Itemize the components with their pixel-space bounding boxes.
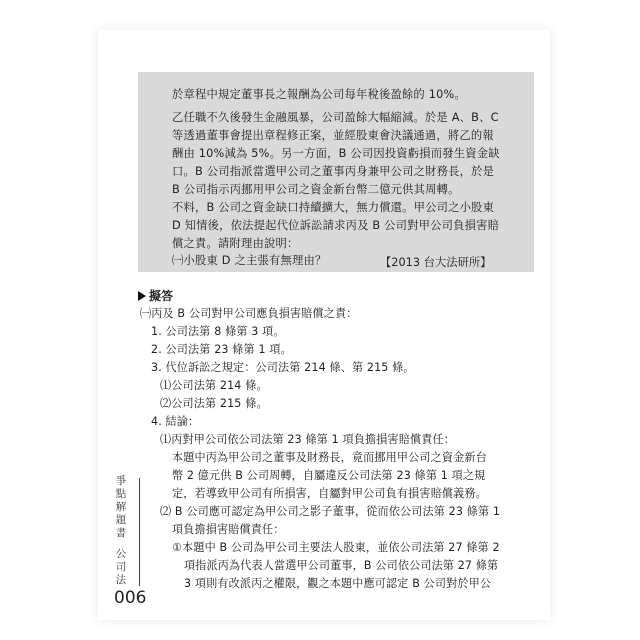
answer-line: ①本題中 B 公司為甲公司主要法人股東，並依公司法第 27 條第 2 — [172, 541, 500, 554]
sidebar-divider — [139, 478, 140, 586]
triangle-bullet-icon — [138, 291, 146, 301]
page-number: 006 — [114, 588, 147, 608]
answer-line: 本題中丙為甲公司之董事及財務長，竟而挪用甲公司之資金新台 — [172, 451, 487, 464]
sidebar-char: 司 — [115, 561, 127, 573]
question-line: B 公司指示丙挪用甲公司之資金新台幣二億元供其周轉。 — [172, 183, 460, 196]
answer-line: 3 項則有改派丙之權限，觀之本題中應可認定 B 公司對於甲公 — [184, 577, 492, 590]
question-line: 口。B 公司指派當選甲公司之董事丙身兼甲公司之財務長，於是 — [172, 165, 495, 178]
question-line: 乙任職不久後發生金融風暴，公司盈餘大幅縮減。於是 A、B、C — [172, 111, 499, 124]
question-line: D 知情後，依法提起代位訴訟請求丙及 B 公司對甲公司負損害賠 — [172, 219, 500, 232]
answer-line: ⑴公司法第 214 條。 — [160, 379, 268, 392]
answer-line: 3. 代位訴訟之規定：公司法第 214 條、第 215 條。 — [151, 361, 415, 374]
sidebar-char: 書 — [115, 527, 127, 539]
sidebar-char: 解 — [115, 501, 127, 513]
answer-line: ㈠丙及 B 公司對甲公司應負損害賠償之責： — [140, 307, 358, 320]
question-line: 酬由 10%減為 5%。另一方面，B 公司因投資虧損而發生資金缺 — [172, 147, 500, 160]
answer-heading-label: 擬答 — [149, 289, 174, 303]
question-line: 於章程中規定董事長之報酬為公司每年稅後盈餘的 10%。 — [172, 88, 466, 101]
answer-line: ⑵公司法第 215 條。 — [160, 397, 268, 410]
question-line: 不料，B 公司之資金缺口持續擴大，無力償還。甲公司之小股東 — [172, 201, 495, 214]
answer-heading — [138, 287, 173, 304]
answer-line: 項負擔損害賠償責任： — [172, 523, 285, 536]
sidebar-vertical-title — [115, 475, 127, 587]
answer-line: ⑴丙對甲公司依公司法第 23 條第 1 項負擔損害賠償責任： — [160, 433, 455, 446]
answer-line: 幣 2 億元供 B 公司周轉，自屬違反公司法第 23 條第 1 項之規 — [172, 469, 486, 482]
answer-line: 定，若導致甲公司有所損害，自屬對甲公司負有損害賠償義務。 — [172, 487, 487, 500]
answer-line: 4. 結論： — [151, 415, 200, 428]
sidebar-char: 爭 — [115, 475, 127, 487]
sidebar-spacer — [115, 540, 127, 548]
sidebar-char: 公 — [115, 548, 127, 560]
question-line: ㈠小股東 D 之主張有無理由？ — [172, 254, 327, 267]
answer-line: ⑵ B 公司應可認定為甲公司之影子董事，從而依公司法第 23 條第 1 — [160, 505, 501, 518]
question-line: 償之責。請附理由說明： — [172, 237, 299, 250]
answer-line: 1. 公司法第 8 條第 3 項。 — [151, 325, 285, 338]
sidebar-char: 點 — [115, 488, 127, 500]
answer-line: 項指派丙為代表人當選甲公司董事，B 公司依公司法第 27 條第 — [184, 559, 499, 572]
question-source: 【2013 台大法研所】 — [380, 256, 492, 269]
answer-line: 2. 公司法第 23 條第 1 項。 — [151, 343, 292, 356]
sidebar-char: 題 — [115, 514, 127, 526]
question-line: 等透過董事會提出章程修正案，並經股東會決議通過，將乙的報 — [172, 129, 494, 142]
sidebar-char: 法 — [115, 574, 127, 586]
